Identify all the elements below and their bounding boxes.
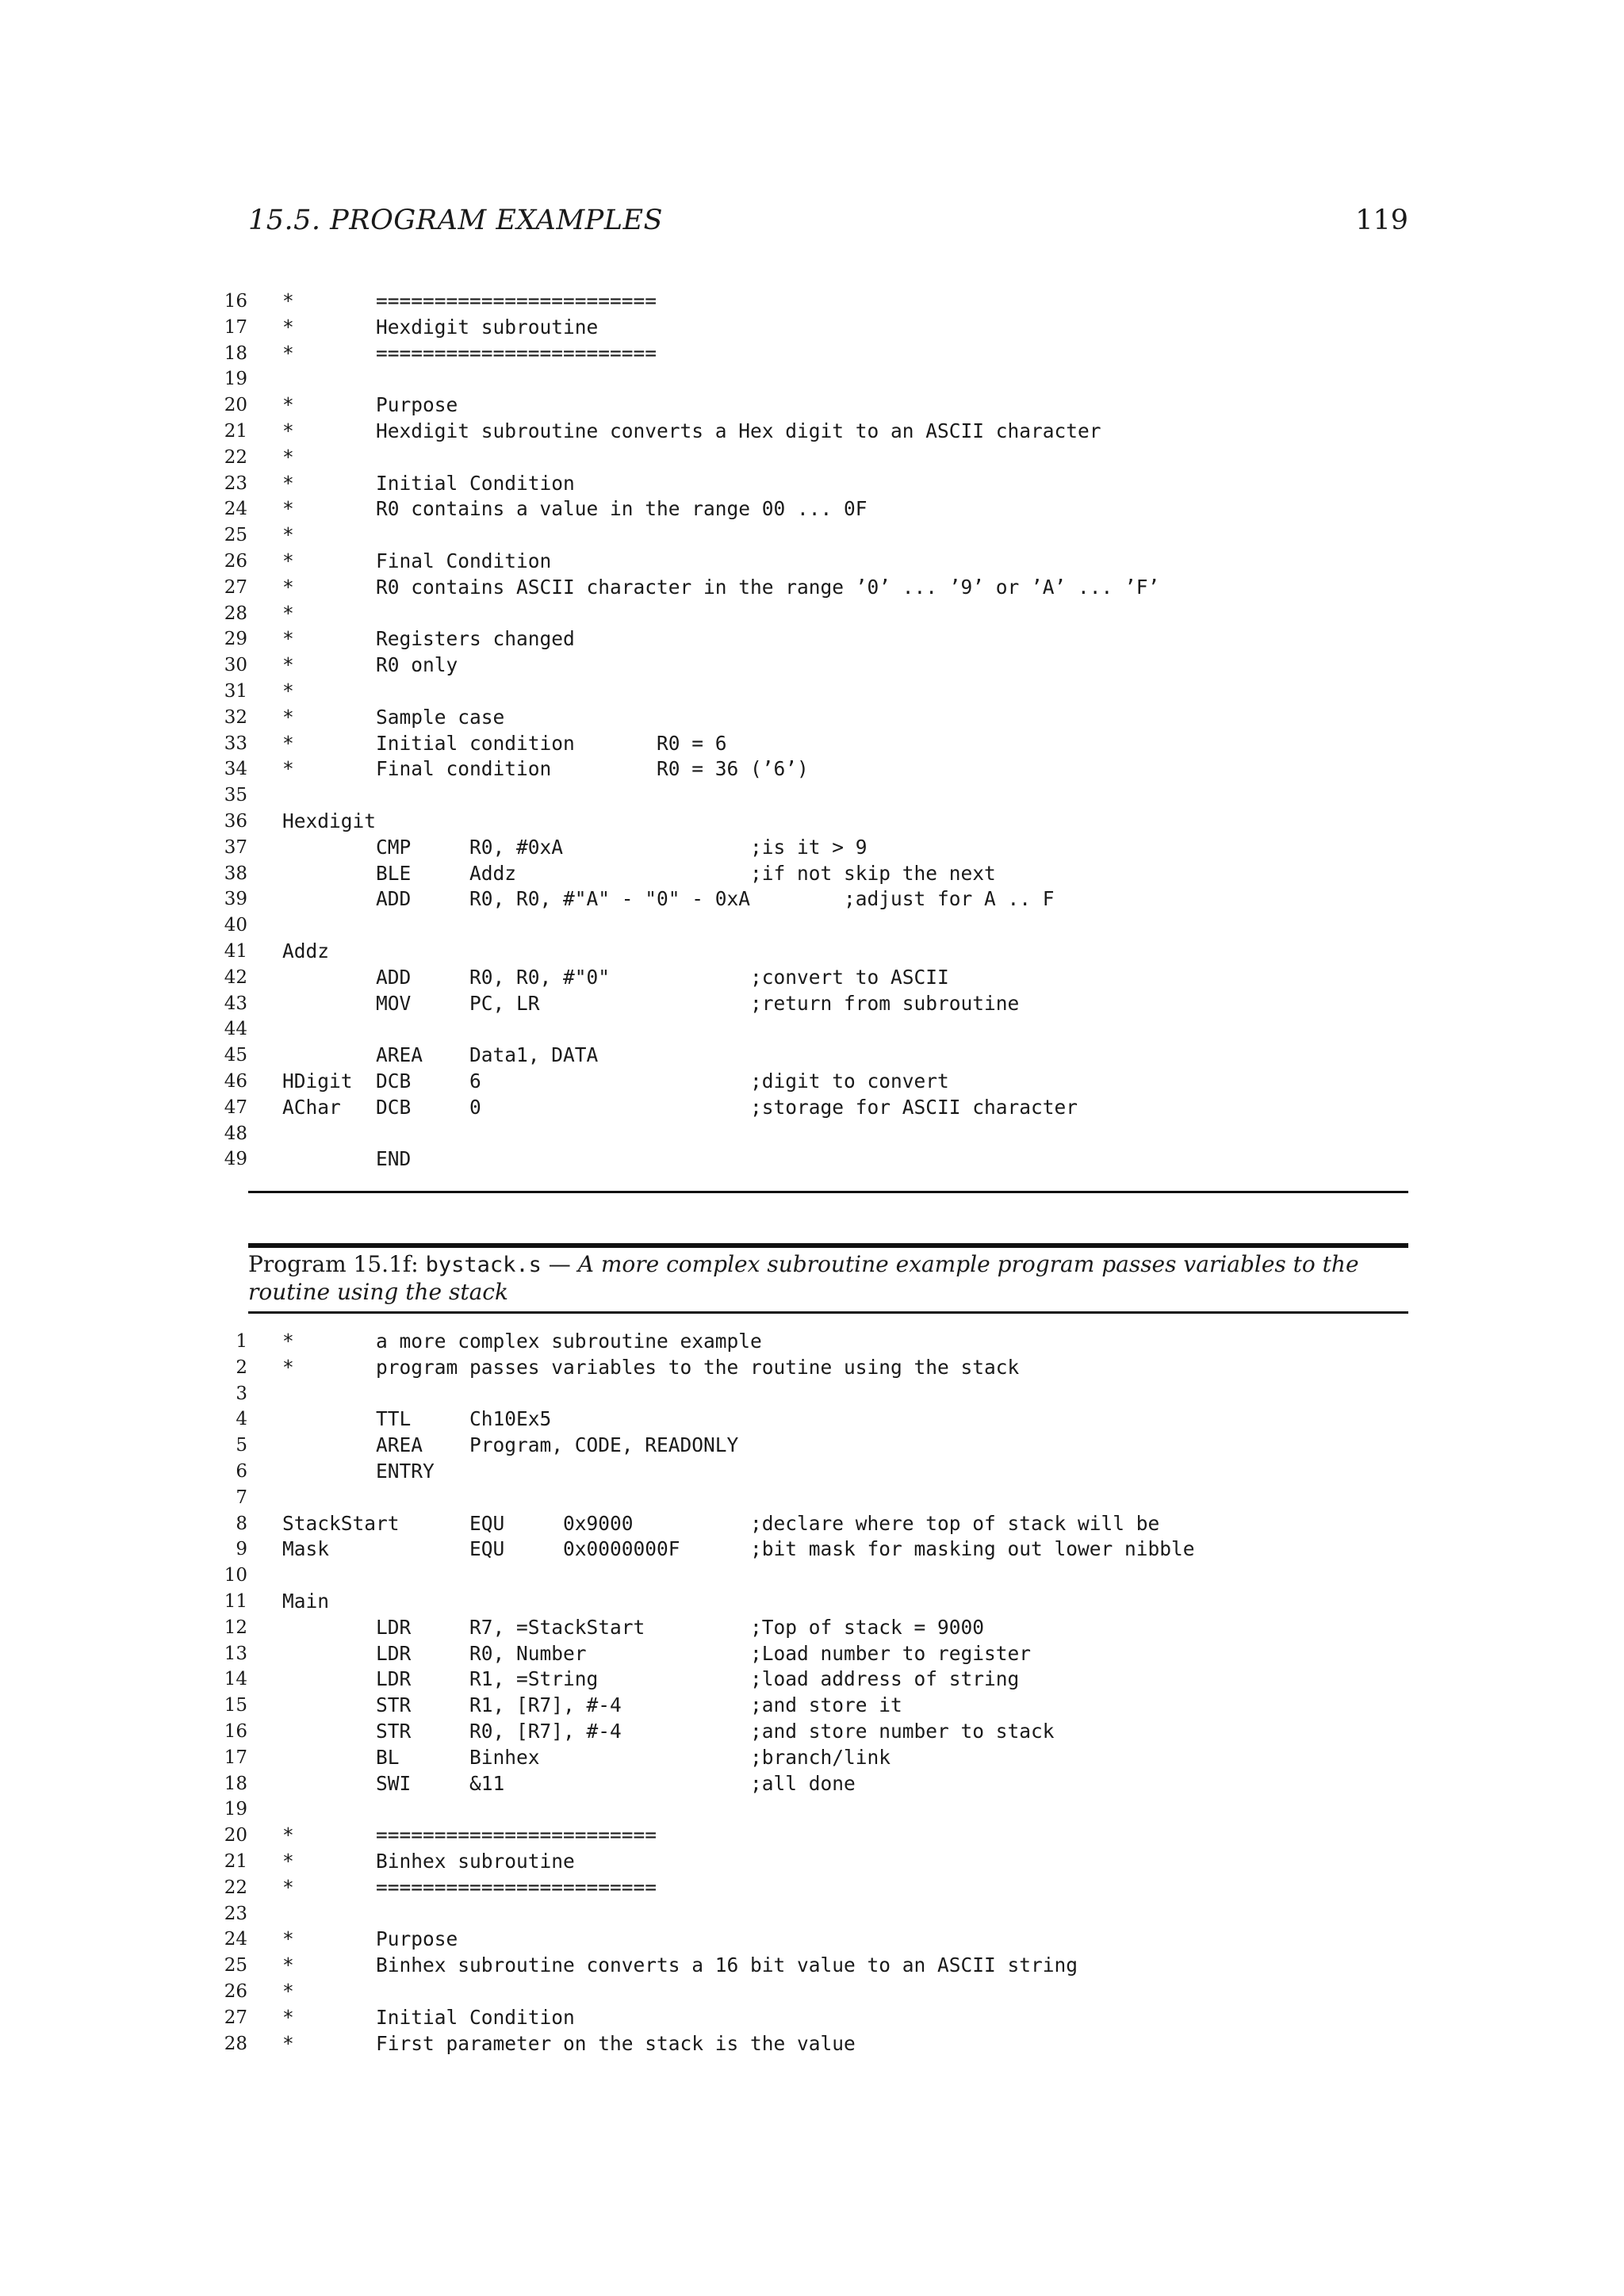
code-text: * Purpose bbox=[282, 393, 458, 417]
code-line bbox=[206, 1849, 1411, 1875]
page-number: 119 bbox=[1355, 205, 1408, 236]
line-number: 41 bbox=[224, 940, 247, 962]
code-line bbox=[206, 1121, 1411, 1147]
line-number: 20 bbox=[224, 395, 247, 416]
line-number: 27 bbox=[224, 576, 247, 598]
code-text: * R0 only bbox=[282, 653, 458, 677]
code-text: * Initial Condition bbox=[282, 471, 575, 495]
line-number: 28 bbox=[224, 603, 247, 624]
code-line bbox=[206, 861, 1411, 887]
code-text: * R0 contains a value in the range 00 ... 0F bbox=[282, 497, 868, 521]
code-line bbox=[206, 1381, 1411, 1407]
line-number: 25 bbox=[224, 1955, 247, 1976]
code-line bbox=[206, 341, 1411, 367]
code-text: * Binhex subroutine bbox=[282, 1849, 575, 1873]
code-line bbox=[206, 1355, 1411, 1381]
code-text: * ======================== bbox=[282, 341, 657, 365]
code-line bbox=[206, 1329, 1411, 1355]
line-number: 42 bbox=[224, 966, 247, 988]
code-text: TTL Ch10Ex5 bbox=[282, 1407, 552, 1431]
code-text: STR R0, [R7], #-4 ;and store number to stack bbox=[282, 1719, 1055, 1743]
line-number: 36 bbox=[224, 810, 247, 832]
code-listing-bystack bbox=[206, 1329, 1411, 2057]
line-number: 22 bbox=[224, 446, 247, 468]
code-text: LDR R1, =String ;load address of string bbox=[282, 1667, 1020, 1691]
line-number: 10 bbox=[224, 1565, 247, 1586]
code-line bbox=[206, 496, 1411, 522]
code-text: * bbox=[282, 1979, 294, 2003]
code-line bbox=[206, 549, 1411, 575]
code-text: Hexdigit bbox=[282, 809, 377, 832]
code-line bbox=[206, 626, 1411, 652]
code-line bbox=[206, 939, 1411, 965]
code-text: * ======================== bbox=[282, 1875, 657, 1899]
line-number: 48 bbox=[224, 1123, 247, 1144]
code-line bbox=[206, 575, 1411, 601]
line-number: 19 bbox=[224, 1799, 247, 1820]
code-line bbox=[206, 1823, 1411, 1849]
code-text: ADD R0, R0, #"A" - "0" - 0xA ;adjust for A .. F bbox=[282, 887, 1055, 911]
code-text: LDR R0, Number ;Load number to register bbox=[282, 1641, 1032, 1665]
code-line bbox=[206, 1043, 1411, 1069]
line-number: 9 bbox=[236, 1539, 247, 1560]
line-number: 15 bbox=[224, 1695, 247, 1716]
code-line bbox=[206, 1615, 1411, 1641]
code-line bbox=[206, 991, 1411, 1017]
line-number: 18 bbox=[224, 342, 247, 364]
line-number: 38 bbox=[224, 863, 247, 884]
code-text: AChar DCB 0 ;storage for ASCII character bbox=[282, 1095, 1078, 1119]
code-line bbox=[206, 1745, 1411, 1771]
code-text: HDigit DCB 6 ;digit to convert bbox=[282, 1069, 949, 1093]
line-number: 39 bbox=[224, 889, 247, 910]
line-number: 14 bbox=[224, 1669, 247, 1690]
code-text: ENTRY bbox=[282, 1459, 435, 1483]
code-text: BLE Addz ;if not skip the next bbox=[282, 861, 996, 885]
caption-separator: — bbox=[541, 1251, 578, 1277]
code-text: * Purpose bbox=[282, 1927, 458, 1951]
code-text: * bbox=[282, 679, 294, 702]
code-line bbox=[206, 2031, 1411, 2057]
line-number: 21 bbox=[224, 420, 247, 442]
line-number: 23 bbox=[224, 1903, 247, 1924]
code-line bbox=[206, 1433, 1411, 1459]
line-number: 12 bbox=[224, 1617, 247, 1638]
code-text: * bbox=[282, 523, 294, 547]
line-number: 32 bbox=[224, 706, 247, 728]
line-number: 19 bbox=[224, 369, 247, 390]
code-line bbox=[206, 1953, 1411, 1979]
line-number: 35 bbox=[224, 785, 247, 806]
line-number: 21 bbox=[224, 1850, 247, 1872]
line-number: 13 bbox=[224, 1643, 247, 1664]
code-line bbox=[206, 419, 1411, 445]
line-number: 37 bbox=[224, 836, 247, 858]
line-number: 45 bbox=[224, 1045, 247, 1066]
line-number: 4 bbox=[236, 1409, 247, 1430]
line-number: 47 bbox=[224, 1096, 247, 1118]
code-line bbox=[206, 1979, 1411, 2005]
code-line bbox=[206, 601, 1411, 627]
code-line bbox=[206, 965, 1411, 991]
code-line bbox=[206, 1406, 1411, 1433]
line-number: 17 bbox=[224, 1747, 247, 1768]
line-number: 17 bbox=[224, 316, 247, 338]
code-text: Mask EQU 0x0000000F ;bit mask for masking out lower nibble bbox=[282, 1537, 1195, 1561]
code-text: AREA Data1, DATA bbox=[282, 1043, 599, 1067]
code-line bbox=[206, 2005, 1411, 2031]
code-text: * R0 contains ASCII character in the range ’0’ ... ’9’ or ’A’ ... ’F’ bbox=[282, 575, 1160, 599]
code-text: Main bbox=[282, 1589, 330, 1613]
code-line bbox=[206, 1667, 1411, 1693]
code-text: * Sample case bbox=[282, 705, 505, 729]
line-number: 33 bbox=[224, 733, 247, 754]
code-text: BL Binhex ;branch/link bbox=[282, 1745, 891, 1769]
line-number: 6 bbox=[236, 1460, 247, 1482]
code-listing-continued bbox=[206, 289, 1411, 1173]
line-number: 24 bbox=[224, 499, 247, 520]
code-text: * ======================== bbox=[282, 1823, 657, 1847]
line-number: 20 bbox=[224, 1825, 247, 1846]
caption-label: Program 15.1f: bbox=[248, 1251, 426, 1277]
code-text: * Initial condition R0 = 6 bbox=[282, 731, 727, 755]
code-line bbox=[206, 1069, 1411, 1095]
line-number: 31 bbox=[224, 680, 247, 702]
code-line bbox=[206, 289, 1411, 315]
code-text: AREA Program, CODE, READONLY bbox=[282, 1433, 739, 1457]
code-line bbox=[206, 1693, 1411, 1719]
code-line bbox=[206, 809, 1411, 835]
code-text: * Hexdigit subroutine converts a Hex digit to an ASCII character bbox=[282, 419, 1101, 442]
running-header bbox=[248, 205, 1408, 243]
code-line bbox=[206, 1459, 1411, 1485]
code-text: * Binhex subroutine converts a 16 bit value to an ASCII string bbox=[282, 1954, 1078, 1977]
line-number: 29 bbox=[224, 629, 247, 650]
code-text: * Final Condition bbox=[282, 549, 552, 572]
line-number: 27 bbox=[224, 2007, 247, 2028]
code-line bbox=[206, 835, 1411, 861]
code-text: * bbox=[282, 445, 294, 469]
code-text: * bbox=[282, 601, 294, 625]
code-text: MOV PC, LR ;return from subroutine bbox=[282, 991, 1020, 1015]
line-number: 16 bbox=[224, 1720, 247, 1742]
code-text: LDR R7, =StackStart ;Top of stack = 9000 bbox=[282, 1615, 985, 1639]
code-line bbox=[206, 886, 1411, 913]
code-line bbox=[206, 783, 1411, 809]
code-line bbox=[206, 913, 1411, 939]
code-line bbox=[206, 1511, 1411, 1537]
code-text: CMP R0, #0xA ;is it > 9 bbox=[282, 835, 868, 859]
code-line bbox=[206, 1641, 1411, 1667]
line-number: 49 bbox=[224, 1149, 247, 1170]
code-line bbox=[206, 1901, 1411, 1927]
code-line bbox=[206, 1719, 1411, 1745]
code-text: * First parameter on the stack is the value bbox=[282, 2031, 856, 2055]
code-text: StackStart EQU 0x9000 ;declare where top of stack will be bbox=[282, 1511, 1160, 1535]
line-number: 26 bbox=[224, 1980, 247, 2002]
caption-description: A more complex subroutine example program passes variables to the routine using the stack bbox=[248, 1251, 1359, 1305]
program-caption bbox=[248, 1251, 1408, 1306]
caption-bottom-rule bbox=[248, 1311, 1408, 1314]
code-text: * a more complex subroutine example bbox=[282, 1330, 762, 1353]
code-text: STR R1, [R7], #-4 ;and store it bbox=[282, 1693, 902, 1717]
line-number: 16 bbox=[224, 291, 247, 312]
line-number: 28 bbox=[224, 2033, 247, 2054]
line-number: 46 bbox=[224, 1070, 247, 1092]
caption-top-rule bbox=[248, 1243, 1408, 1248]
line-number: 24 bbox=[224, 1929, 247, 1950]
code-text: SWI &11 ;all done bbox=[282, 1771, 856, 1795]
code-line bbox=[206, 1771, 1411, 1797]
code-line bbox=[206, 1095, 1411, 1121]
code-line bbox=[206, 392, 1411, 419]
line-number: 8 bbox=[236, 1513, 247, 1534]
line-number: 2 bbox=[236, 1357, 247, 1378]
code-line bbox=[206, 471, 1411, 497]
code-line bbox=[206, 705, 1411, 731]
line-number: 25 bbox=[224, 525, 247, 546]
code-line bbox=[206, 1146, 1411, 1173]
code-text: * Initial Condition bbox=[282, 2005, 575, 2029]
line-number: 1 bbox=[236, 1331, 247, 1352]
line-number: 26 bbox=[224, 550, 247, 572]
line-number: 43 bbox=[224, 993, 247, 1014]
code-line bbox=[206, 1016, 1411, 1043]
line-number: 22 bbox=[224, 1877, 247, 1898]
code-text: ADD R0, R0, #"0" ;convert to ASCII bbox=[282, 965, 949, 989]
line-number: 34 bbox=[224, 759, 247, 780]
line-number: 30 bbox=[224, 655, 247, 676]
code-line bbox=[206, 756, 1411, 783]
line-number: 18 bbox=[224, 1773, 247, 1794]
code-line bbox=[206, 1589, 1411, 1615]
code-text: * program passes variables to the routine using the stack bbox=[282, 1355, 1020, 1379]
code-line bbox=[206, 679, 1411, 705]
code-line bbox=[206, 1875, 1411, 1901]
running-header-title: 15.5. PROGRAM EXAMPLES bbox=[248, 205, 663, 236]
line-number: 11 bbox=[224, 1590, 247, 1612]
code-line bbox=[206, 315, 1411, 341]
code-text: * ======================== bbox=[282, 289, 657, 312]
line-number: 40 bbox=[224, 915, 247, 936]
code-text: Addz bbox=[282, 939, 330, 962]
line-number: 23 bbox=[224, 473, 247, 494]
listing-end-rule bbox=[248, 1191, 1408, 1193]
code-line bbox=[206, 1563, 1411, 1589]
code-text: * Registers changed bbox=[282, 627, 575, 651]
code-text: END bbox=[282, 1147, 412, 1171]
code-line bbox=[206, 1485, 1411, 1511]
line-number: 44 bbox=[224, 1019, 247, 1040]
code-line bbox=[206, 731, 1411, 757]
code-line bbox=[206, 1797, 1411, 1823]
line-number: 7 bbox=[236, 1487, 247, 1508]
code-text: * Final condition R0 = 36 (’6’) bbox=[282, 757, 809, 781]
code-line bbox=[206, 1927, 1411, 1953]
code-line bbox=[206, 522, 1411, 549]
line-number: 5 bbox=[236, 1435, 247, 1456]
code-line bbox=[206, 652, 1411, 679]
code-line bbox=[206, 366, 1411, 392]
caption-filename: bystack.s bbox=[425, 1253, 542, 1277]
code-text: * Hexdigit subroutine bbox=[282, 315, 599, 339]
line-number: 3 bbox=[236, 1383, 247, 1404]
code-line bbox=[206, 445, 1411, 471]
code-line bbox=[206, 1536, 1411, 1563]
